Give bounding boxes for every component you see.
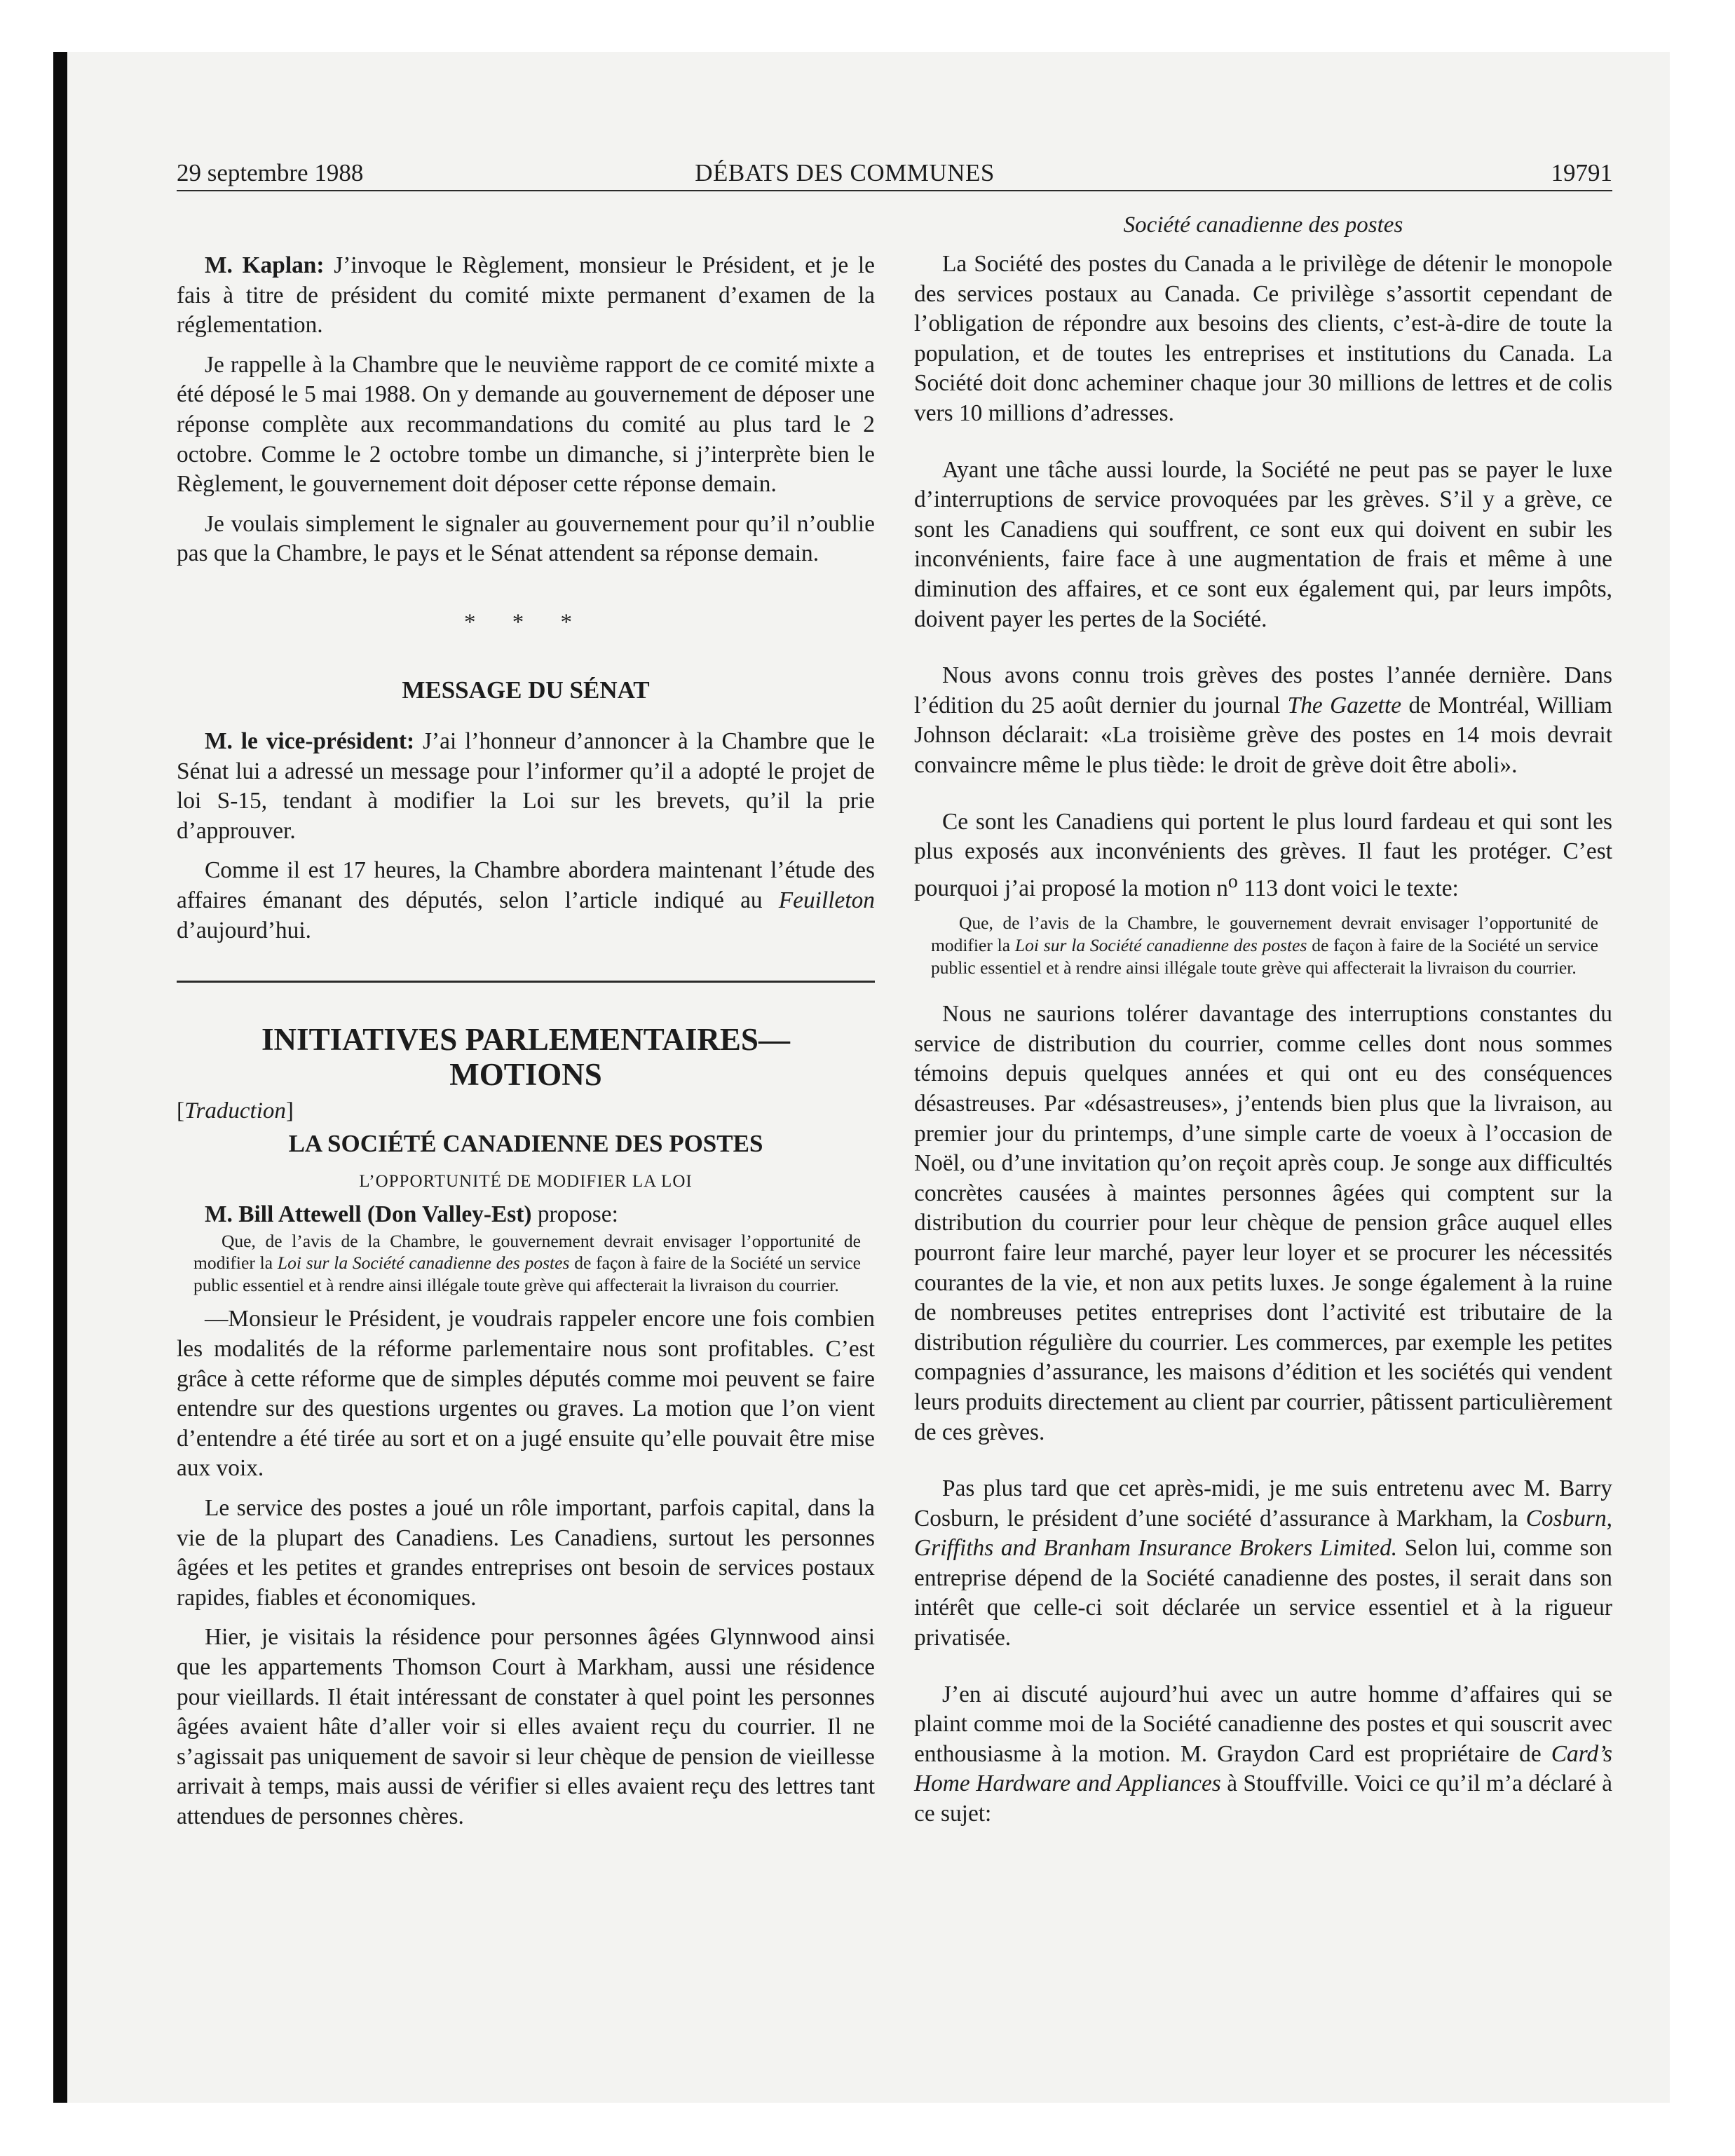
p7-text-a: J’en ai discuté aujourd’hui avec un autre homme d’affaires qui se plaint comme moi de la Société canadienne des postes et qui souscrit avec enthousiasme à la motion. M. Graydon Card est propriétaire de [914,1681,1612,1767]
right-column [914,210,1612,1829]
kaplan-text-1: J’invoque le Règlement, monsieur le Président, et je le fais à titre de président du comité mixte permanent d’examen de la réglementation. [177,252,875,339]
traduction-label: Traduction [184,1098,286,1124]
speaker-vice-president: M. le vice-président: [205,728,415,754]
numero-superscript: o [1227,870,1238,892]
speaker-attewell: M. Bill Attewell (Don Valley-Est) [205,1201,532,1228]
gazette-title: The Gazette [1287,692,1402,718]
motion-text [177,1230,875,1297]
right-paragraph-1: La Société des postes du Canada a le privilège de détenir le monopole des services postaux au Canada. Ce privilège s’assortit cependant de l’obligation de répondre aux besoins des clients, c’est-à-dire de toute la population, et de toutes les entreprises et institutions du Canada. La Société doit donc acheminer chaque jour 30 millions de lettres et de colis vers 10 millions d’adresses. [914,251,1612,426]
p4-text-a: Ce sont les Canadiens qui portent le plus lourd fardeau et qui sont les plus exposés aux inconvénients des grèves. Il faut les protéger. C’est pourquoi j’ai proposé la motion n [914,808,1612,901]
motion-text-b: de façon à faire de la Société un service public essentiel et à rendre ainsi illégale toute grève qui affecterait la livraison du courrier. [193,1253,862,1295]
vp-text-a: Comme il est 17 heures, la Chambre abordera maintenant l’étude des affaires émanant des députés, selon l’article indiqué au [177,857,875,913]
scan-edge-shadow [53,52,67,2103]
bracket-close: ] [285,1098,294,1124]
section-separator-stars: * * * [464,609,587,635]
right-paragraph-6 [914,1474,1612,1653]
vice-president-text-1: J’ai l’honneur d’annoncer à la Chambre que le Sénat lui a adressé un message pour l’informer qu’il a adopté le projet de loi S-15, tendant à modifier la Loi sur les brevets, qu’il la prie d’approuver. [177,728,875,844]
subheading-societe-postes: Société canadienne des postes [1123,212,1403,238]
attewell-speech-paragraph-2: Le service des postes a joué un rôle important, parfois capital, dans la vie de la plupart des Canadiens. Les Canadiens, surtout les personnes âgées et les petites et grandes entreprises ont besoin de services postaux rapides, fiables et économiques. [177,1495,875,1611]
p7-text-b: à Stouffville. Voici ce qu’il m’a déclaré à ce sujet: [914,1770,1612,1827]
p6-text-b: Selon lui, comme son entreprise dépend de la Société canadienne des postes, il serait dans son intérêt que celle-ci soit déclarée un service essentiel et à la rigueur privatisée. [914,1535,1612,1651]
header-rule [177,190,1612,191]
quoted-motion [914,912,1612,978]
attewell-speech-paragraph-3: Hier, je visitais la résidence pour personnes âgées Glynnwood ainsi que les appartements Thomson Court à Markham, aussi une résidence pour vieillards. Il était intéressant de constater à quel point les personnes âgées avaient hâte d’aller voir si elles avaient reçu du courrier. Il ne s’agissait pas uniquement de savoir si leur chèque de pension de vieillesse arrivait à temps, mais aussi de vérifier si elles avaient reçu des lettres tant attendues de personnes chères. [177,1624,875,1829]
traduction-note [177,1096,875,1126]
attewell-motion-intro [177,1200,875,1230]
p3-text-a: Nous avons connu trois grèves des postes l’année dernière. Dans l’édition du 25 août dernier du journal [914,662,1612,718]
opportunite-subheading: L’OPPORTUNITÉ DE MODIFIER LA LOI [359,1172,693,1192]
motion-act-title: Loi sur la Société canadienne des postes [277,1253,570,1274]
propose-text: propose: [531,1201,618,1228]
hardware-store-name: Card’s Home Hardware and Appliances [914,1740,1612,1797]
initiatives-heading-line-2: MOTIONS [449,1057,602,1093]
initiatives-heading-line-1: INITIATIVES PARLEMENTAIRES— [261,1022,790,1058]
p6-text-a: Pas plus tard que cet après-midi, je me suis entretenu avec M. Barry Cosburn, le président d’une société d’assurance à Markham, la [914,1475,1612,1531]
attewell-speech-paragraph-1: —Monsieur le Président, je voudrais rappeler encore une fois combien les modalités de la réforme parlementaire nous sont profitables. C’est grâce à cette réforme que de simples députés comme moi peuvent se faire entendre sur des questions urgentes ou graves. La motion que l’on vient d’entendre a été tirée au sort et on a jugé ensuite qu’elle pouvait être mise aux voix. [177,1306,875,1482]
kaplan-paragraph-2: Je rappelle à la Chambre que le neuvième rapport de ce comité mixte a été déposé le 5 mai 1988. On y demande au gouvernement de déposer une réponse complète aux recommandations du comité au plus tard le 2 octobre. Comme le 2 octobre tombe un dimanche, si j’interprète bien le Règlement, le gouvernement doit déposer cette réponse demain. [177,351,875,498]
right-paragraph-5: Nous ne saurions tolérer davantage des interruptions constantes du service de distribution du courrier, comme celles dont nous sommes témoins depuis quelques années et qui ont eu des conséquences désastreuses. Par «désastreuses», j’entends bien plus que la livraison, au premier jour du printemps, d’une simple carte de voeux à l’occasion de Noël, ou d’une invitation qu’on reçoit après coup. Je songe aux difficultés concrètes causées à maintes personnes âgées qui comptent sur la distribution du courrier pour leur chèque de pension grâce auquel elles pourront faire leur marché, payer leur loyer et se procurer les nécessités courantes de la vie, et non aux petits luxes. Je songe également à la ruine de nombreuses petites entreprises dont l’activité est tributaire de la distribution régulière du courrier. Les commerces, par exemple les petites compagnies d’assurance, les maisons d’édition et les sociétés qui vendent leurs produits directement au client par courrier, pâtissent particulièrement de ces grèves. [914,1001,1612,1445]
right-paragraph-2: Ayant une tâche aussi lourde, la Société ne peut pas se payer le luxe d’interruptions de service provoquées par les grèves. S’il y a grève, ce sont les Canadiens qui souffrent, ce sont eux qui doivent en subir les inconvénients, faire face à une augmentation de frais et même à une diminution des affaires, et ce sont eux également qui, par leurs impôts, doivent payer les pertes de la Société. [914,456,1612,632]
p4-text-b: 113 dont voici le texte: [1237,875,1459,901]
message-senat-heading: MESSAGE DU SÉNAT [402,676,650,704]
insurance-company-name: Cosburn, Griffiths and Branham Insurance Brokers Limited. [914,1505,1612,1562]
quote-text-b: de façon à faire de la Société un service public essentiel et à rendre ainsi illégale toute grève qui affecterait la livraison du courrier. [931,935,1599,978]
speaker-kaplan: M. Kaplan: [205,252,325,278]
running-head-date: 29 septembre 1988 [177,159,364,186]
vp-text-b: d’aujourd’hui. [177,917,311,943]
vice-president-paragraph-2 [177,856,875,946]
quote-act-title: Loi sur la Société canadienne des postes [1014,935,1307,955]
p3-text-b: de Montréal, William Johnson déclarait: «La troisième grève des postes en 14 mois devrait convaincre même le plus tiède: le droit de grève doit être aboli». [914,692,1613,778]
feuilleton-title: Feuilleton [778,887,875,913]
kaplan-paragraph-1 [177,251,875,341]
bracket-open: [ [177,1098,184,1124]
kaplan-paragraph-3: Je voulais simplement le signaler au gouvernement pour qu’il n’oublie pas que la Chambre, le pays et le Sénat attendent sa réponse demain. [177,510,875,567]
societe-postes-heading: LA SOCIÉTÉ CANADIENNE DES POSTES [288,1130,763,1158]
running-head-title: DÉBATS DES COMMUNES [695,159,995,186]
motion-text-a: Que, de l’avis de la Chambre, le gouvernement devrait envisager l’opportunité de modifier la [193,1230,861,1274]
page-number: 19791 [1551,159,1612,186]
quote-text-a: Que, de l’avis de la Chambre, le gouvernement devrait envisager l’opportunité de modifier la [931,913,1598,955]
left-column [177,210,875,1832]
right-paragraph-7 [914,1680,1612,1829]
right-paragraph-3 [914,661,1612,780]
vice-president-paragraph-1 [177,727,875,846]
right-paragraph-4 [914,807,1612,904]
